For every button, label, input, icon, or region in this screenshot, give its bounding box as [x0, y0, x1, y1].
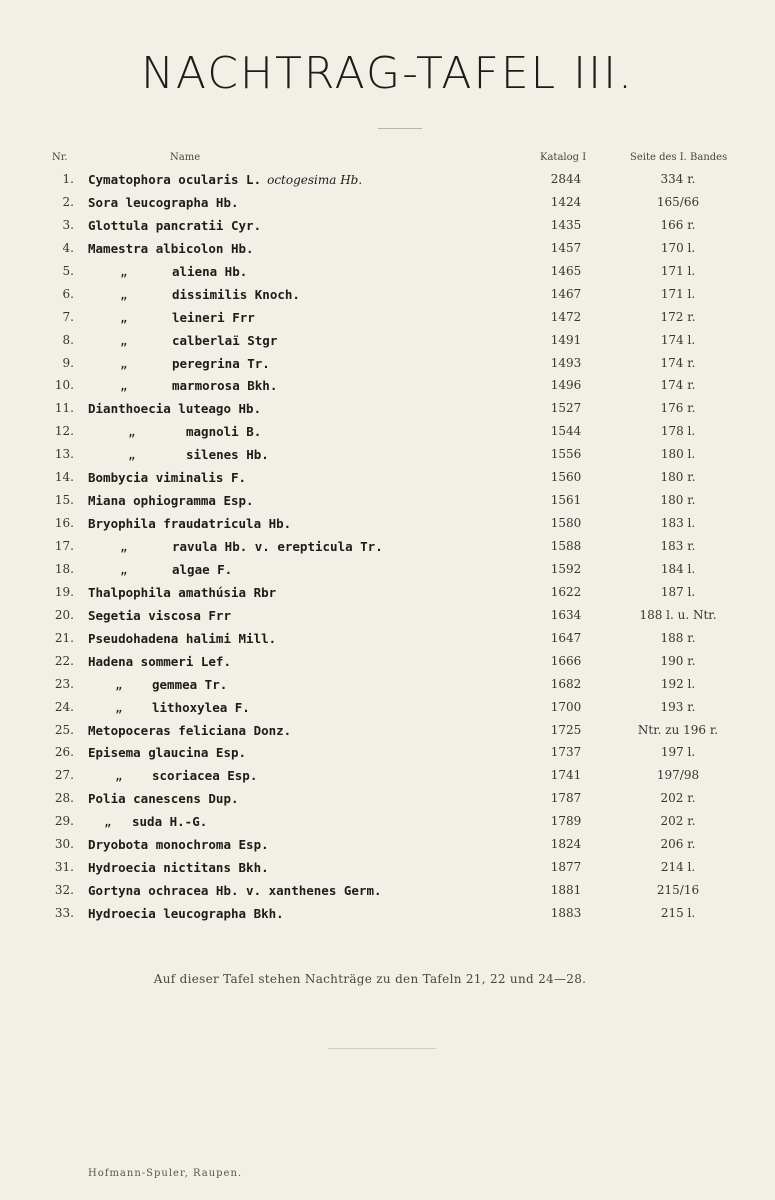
page-reference: 180 l.: [660, 447, 696, 462]
page-reference: 174 r.: [660, 355, 696, 370]
species-name: [186, 447, 269, 462]
species-name-text: Bryophila fraudatricula Hb.: [88, 516, 292, 532]
ditto-mark: „: [128, 424, 136, 440]
ditto-mark: „: [120, 263, 128, 279]
row-number: 5.: [62, 263, 74, 278]
species-name: [186, 424, 261, 439]
table-row: [0, 514, 775, 537]
species-name: [88, 218, 261, 233]
table-row: [0, 354, 775, 377]
species-name: [88, 654, 231, 669]
species-name: [88, 470, 246, 485]
table-row: [0, 468, 775, 491]
row-number: 12.: [54, 424, 74, 439]
ditto-mark: „: [120, 539, 128, 554]
page-reference: 197/98: [656, 768, 700, 783]
table-row: [0, 376, 775, 399]
ditto-mark: „: [120, 355, 128, 371]
katalog-number: 1622: [550, 584, 582, 599]
row-number: 7.: [62, 309, 74, 324]
row-number: 2.: [62, 194, 74, 209]
ditto-mark: „: [120, 286, 128, 302]
page-reference: 174 r.: [660, 378, 696, 393]
species-name-text: aliena Hb.: [172, 263, 248, 279]
row-number: 19.: [54, 584, 74, 599]
species-name-text: Mamestra albicolon Hb.: [88, 240, 254, 256]
species-name-text: scoriacea Esp.: [152, 768, 258, 784]
species-name: [172, 333, 277, 348]
species-name-text: algae F.: [172, 561, 233, 577]
table-row: [0, 652, 775, 675]
row-number: 17.: [54, 539, 74, 553]
katalog-number: 1560: [550, 470, 582, 485]
page-reference: 171 l.: [660, 263, 696, 278]
species-name-text: Miana ophiogramma Esp.: [88, 493, 254, 509]
species-name: [88, 906, 284, 921]
row-number: 15.: [54, 493, 74, 508]
row-number: 20.: [54, 607, 74, 622]
species-name-text: Hydroecia nictitans Bkh.: [88, 860, 269, 876]
katalog-number: 1877: [550, 860, 582, 875]
species-name: [88, 883, 382, 898]
page-reference: 215/16: [656, 883, 700, 898]
ditto-mark: „: [120, 378, 128, 394]
species-name: [88, 585, 276, 600]
page-reference: Ntr. zu 196 r.: [637, 722, 719, 737]
species-name-text: gemmea Tr.: [152, 676, 228, 692]
page-reference: 187 l.: [660, 584, 696, 599]
table-row: [0, 858, 775, 881]
title-divider: [378, 128, 422, 129]
ditto-mark: „: [120, 561, 128, 577]
ditto-mark: „: [128, 447, 136, 463]
table-row: [0, 331, 775, 354]
species-synonym: octogesima Hb.: [267, 173, 363, 187]
row-number: 16.: [54, 516, 74, 531]
species-name: [172, 539, 383, 554]
species-name-text: silenes Hb.: [186, 447, 269, 463]
species-name: [172, 287, 300, 302]
katalog-number: 1881: [550, 883, 582, 898]
katalog-number: 1527: [550, 401, 582, 416]
page-reference: 206 r.: [660, 837, 696, 852]
table-row: [0, 675, 775, 698]
species-name-text: Cymatophora ocularis L.: [88, 172, 262, 187]
species-name: [172, 310, 255, 325]
header-katalog: Katalog I: [540, 152, 587, 163]
row-number: 3.: [62, 217, 74, 232]
header-nr: Nr.: [52, 152, 68, 163]
species-name-text: Episema glaucina Esp.: [88, 745, 247, 761]
species-name: [88, 516, 291, 531]
species-name-text: ravula Hb. v. erepticula Tr.: [172, 539, 383, 554]
table-row: [0, 422, 775, 445]
table-row: [0, 743, 775, 766]
species-name-text: Gortyna ochracea Hb. v. xanthenes Germ.: [88, 883, 382, 899]
row-number: 31.: [54, 860, 74, 875]
species-name-text: Polia canescens Dup.: [88, 791, 239, 807]
row-number: 27.: [54, 768, 74, 783]
species-name-text: magnoli B.: [186, 424, 262, 440]
ditto-mark: „: [120, 332, 128, 348]
row-number: 29.: [54, 814, 74, 829]
katalog-number: 1472: [550, 309, 582, 324]
page-reference: 202 r.: [660, 814, 696, 829]
species-name: [88, 241, 254, 256]
ditto-mark: „: [115, 699, 123, 715]
katalog-number: 1544: [550, 424, 582, 439]
katalog-number: 1588: [550, 539, 582, 553]
footnote: Auf dieser Tafel stehen Nachträge zu den Tafeln 21, 22 und 24—28.: [153, 972, 587, 986]
katalog-number: 1789: [550, 814, 582, 829]
row-number: 33.: [54, 906, 74, 920]
table-row: [0, 629, 775, 652]
row-number: 9.: [62, 355, 74, 370]
page-reference: 183 r.: [660, 539, 696, 553]
species-name-text: Bombycia viminalis F.: [88, 470, 247, 486]
species-name-text: Thalpophila amathúsia Rbr: [88, 584, 277, 600]
page-reference: 188 r.: [660, 630, 696, 645]
species-name-text: suda H.-G.: [132, 814, 208, 830]
species-name: [88, 791, 239, 806]
katalog-number: 1737: [550, 745, 582, 760]
species-name: [172, 562, 232, 577]
species-name-text: calberlaï Stgr: [172, 332, 278, 348]
page-reference: 165/66: [656, 194, 700, 209]
species-name-text: dissimilis Knoch.: [172, 286, 300, 302]
species-name: [88, 195, 239, 210]
species-name: [88, 493, 254, 508]
species-name-text: Hadena sommeri Lef.: [88, 653, 231, 669]
table-row: [0, 560, 775, 583]
katalog-number: 1465: [550, 263, 582, 278]
species-name: [152, 677, 227, 692]
header-name: Name: [170, 152, 201, 163]
row-number: 10.: [54, 378, 74, 393]
species-name: [88, 723, 291, 738]
table-row: [0, 399, 775, 422]
table-row: [0, 216, 775, 239]
page-reference: 197 l.: [660, 745, 696, 760]
species-name-text: Segetia viscosa Frr: [88, 607, 231, 623]
katalog-number: 1556: [550, 447, 582, 462]
table-row: [0, 698, 775, 721]
katalog-number: 1467: [550, 286, 582, 301]
katalog-number: 1700: [550, 699, 582, 714]
katalog-number: 1561: [550, 493, 582, 508]
table-row: [0, 262, 775, 285]
katalog-number: 1491: [550, 332, 582, 347]
table-row: [0, 308, 775, 331]
katalog-number: 1883: [550, 906, 582, 920]
species-name: [172, 356, 270, 371]
bottom-divider: [328, 1048, 436, 1049]
table-row: [0, 835, 775, 858]
species-name: [88, 401, 261, 416]
table-row: [0, 583, 775, 606]
row-number: 4.: [62, 240, 74, 255]
page-reference: 202 r.: [660, 791, 696, 806]
page-reference: 172 r.: [660, 309, 696, 324]
species-name: [172, 378, 277, 393]
species-name-text: marmorosa Bkh.: [172, 378, 278, 394]
row-number: 22.: [54, 653, 74, 668]
row-number: 25.: [54, 722, 74, 737]
page-reference: 183 l.: [660, 516, 696, 531]
species-name: [88, 631, 276, 646]
row-number: 24.: [54, 699, 74, 714]
table-row: [0, 445, 775, 468]
row-number: 13.: [54, 447, 74, 462]
table-row: [0, 766, 775, 789]
page-reference: 215 l.: [660, 906, 696, 920]
table-row: [0, 193, 775, 216]
table-row: [0, 170, 775, 193]
page-reference: 192 l.: [660, 676, 696, 691]
species-name: [88, 172, 362, 187]
katalog-number: 1592: [550, 561, 582, 576]
page-reference: 334 r.: [660, 172, 696, 186]
row-number: 28.: [54, 791, 74, 806]
katalog-number: 1666: [550, 653, 582, 668]
species-name: [152, 700, 250, 715]
species-name-text: leineri Frr: [172, 309, 255, 325]
species-name: [172, 264, 247, 279]
page-reference: 170 l.: [660, 240, 696, 255]
page-reference: 190 r.: [660, 653, 696, 668]
ditto-mark: „: [115, 676, 123, 692]
katalog-number: 1493: [550, 355, 582, 370]
species-name: [132, 814, 207, 829]
species-name-text: Glottula pancratii Cyr.: [88, 217, 262, 233]
publisher-footer: Hofmann-Spuler, Raupen.: [88, 1168, 243, 1179]
table-row: [0, 789, 775, 812]
page-reference: 171 l.: [660, 286, 696, 301]
species-name-text: lithoxylea F.: [152, 699, 250, 715]
row-number: 21.: [54, 630, 74, 645]
row-number: 6.: [62, 286, 74, 301]
species-name-text: Dianthoecia luteago Hb.: [88, 401, 262, 417]
katalog-number: 1496: [550, 378, 582, 393]
page-reference: 166 r.: [660, 217, 696, 232]
table-row: [0, 904, 775, 927]
header-seite: Seite des I. Bandes: [630, 152, 728, 163]
katalog-number: 1634: [550, 607, 582, 622]
species-name-text: Metopoceras feliciana Donz.: [88, 722, 292, 738]
katalog-number: 1435: [550, 217, 582, 232]
table-row: [0, 721, 775, 744]
table-row: [0, 812, 775, 835]
page-reference: 180 r.: [660, 493, 696, 508]
species-name-text: Sora leucographa Hb.: [88, 194, 239, 210]
row-number: 18.: [54, 561, 74, 576]
table-row: [0, 285, 775, 308]
species-table: [0, 170, 775, 927]
katalog-number: 1682: [550, 676, 582, 691]
ditto-mark: „: [104, 814, 112, 830]
katalog-number: 1647: [550, 630, 582, 645]
katalog-number: 1741: [550, 768, 582, 783]
table-row: [0, 491, 775, 514]
species-name: [88, 837, 269, 852]
species-name-text: peregrina Tr.: [172, 355, 270, 371]
row-number: 14.: [54, 470, 74, 485]
katalog-number: 1457: [550, 240, 582, 255]
page-reference: 188 l. u. Ntr.: [639, 607, 717, 622]
page-reference: 178 l.: [660, 424, 696, 439]
page-title: NACHTRAG-TAFEL III.: [140, 48, 635, 99]
row-number: 32.: [54, 883, 74, 898]
row-number: 1.: [62, 172, 74, 186]
katalog-number: 1725: [550, 722, 582, 737]
ditto-mark: „: [120, 309, 128, 325]
row-number: 23.: [54, 676, 74, 691]
species-name: [152, 768, 257, 783]
page-reference: 214 l.: [660, 860, 696, 875]
katalog-number: 1580: [550, 516, 582, 531]
species-name-text: Pseudohadena halimi Mill.: [88, 630, 277, 646]
page-reference: 193 r.: [660, 699, 696, 714]
table-row: [0, 239, 775, 262]
katalog-number: 1824: [550, 837, 582, 852]
table-row: [0, 881, 775, 904]
page-reference: 176 r.: [660, 401, 696, 416]
katalog-number: 1787: [550, 791, 582, 806]
page-reference: 180 r.: [660, 470, 696, 485]
page-reference: 184 l.: [660, 561, 696, 576]
species-name-text: Hydroecia leucographa Bkh.: [88, 906, 284, 921]
species-name: [88, 608, 231, 623]
page-reference: 174 l.: [660, 332, 696, 347]
row-number: 30.: [54, 837, 74, 852]
katalog-number: 1424: [550, 194, 582, 209]
species-name: [88, 745, 246, 760]
ditto-mark: „: [115, 768, 123, 784]
table-row: [0, 537, 775, 560]
row-number: 11.: [54, 401, 74, 416]
row-number: 26.: [54, 745, 74, 760]
table-row: [0, 606, 775, 629]
species-name-text: Dryobota monochroma Esp.: [88, 837, 269, 853]
row-number: 8.: [62, 332, 74, 347]
katalog-number: 2844: [550, 172, 582, 186]
species-name: [88, 860, 269, 875]
